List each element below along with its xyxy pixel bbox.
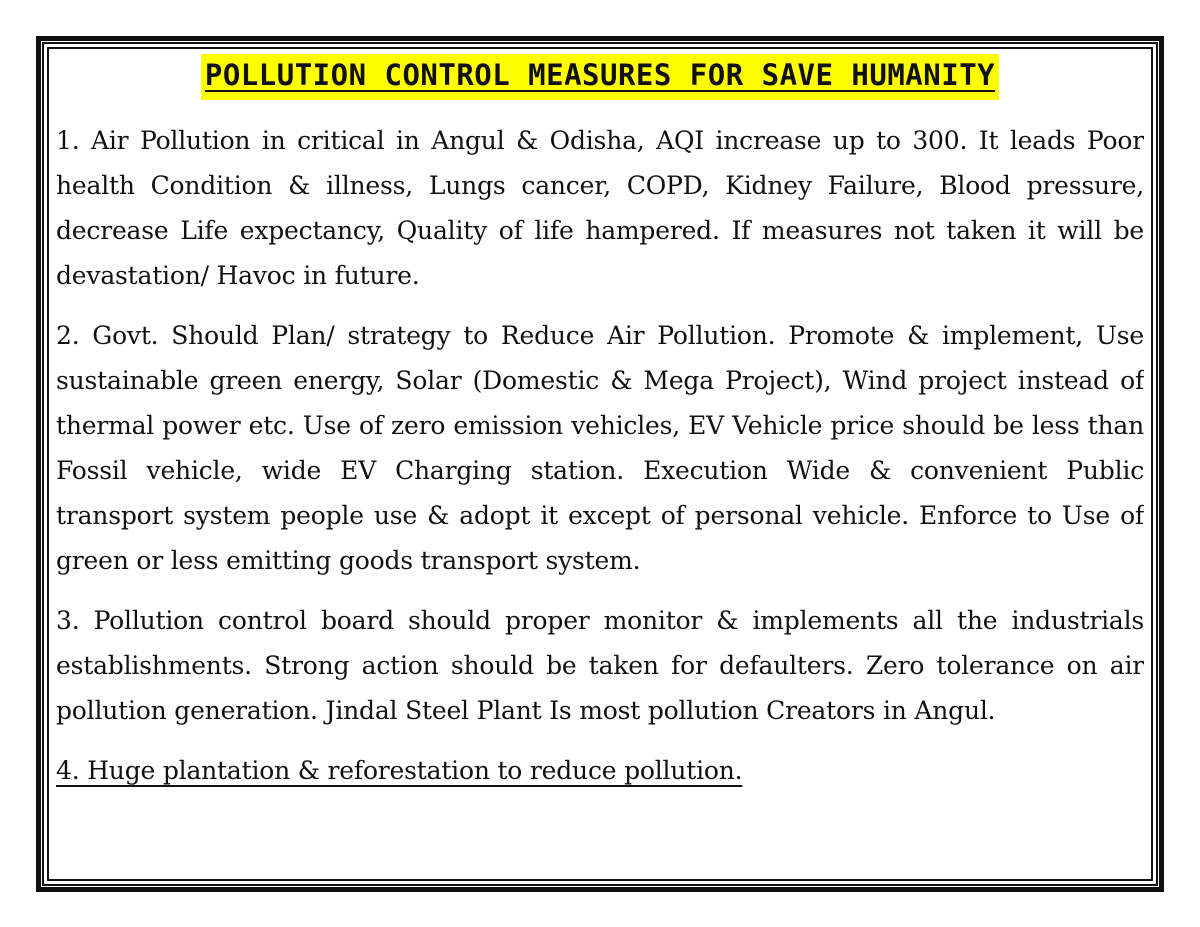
title-container bbox=[56, 54, 1144, 104]
document-content bbox=[56, 50, 1144, 880]
point-2-paragraph: 2. Govt. Should Plan/ strategy to Reduce Air Pollution. Promote & implement, Use sustainable green energy, Solar (Domestic & Mega Project), Wind project instead of thermal power etc. Use of zero emission vehicles, EV Vehicle price should be less than Fossil vehicle, wide EV Charging station. Execution Wide & convenient Public transport system people use & adopt it except of personal vehicle. Enforce to Use of green or less emitting goods transport system. bbox=[56, 321, 1144, 575]
point-3-paragraph: 3. Pollution control board should proper monitor & implements all the industrials establishments. Strong action should be taken for defaulters. Zero tolerance on air pollution generation. Jindal Steel Plant Is most pollution Creators in Angul. bbox=[56, 606, 1144, 725]
point-1-paragraph: 1. Air Pollution in critical in Angul & Odisha, AQI increase up to 300. It leads Poor health Condition & illness, Lungs cancer, COPD, Kidney Failure, Blood pressure, decrease Life expectancy, Quality of life hampered. If measures not taken it will be devastation/ Havoc in future. bbox=[56, 126, 1144, 290]
document-title: POLLUTION CONTROL MEASURES FOR SAVE HUMANITY bbox=[201, 54, 999, 100]
point-4-paragraph: 4. Huge plantation & reforestation to reduce pollution. bbox=[56, 756, 743, 785]
